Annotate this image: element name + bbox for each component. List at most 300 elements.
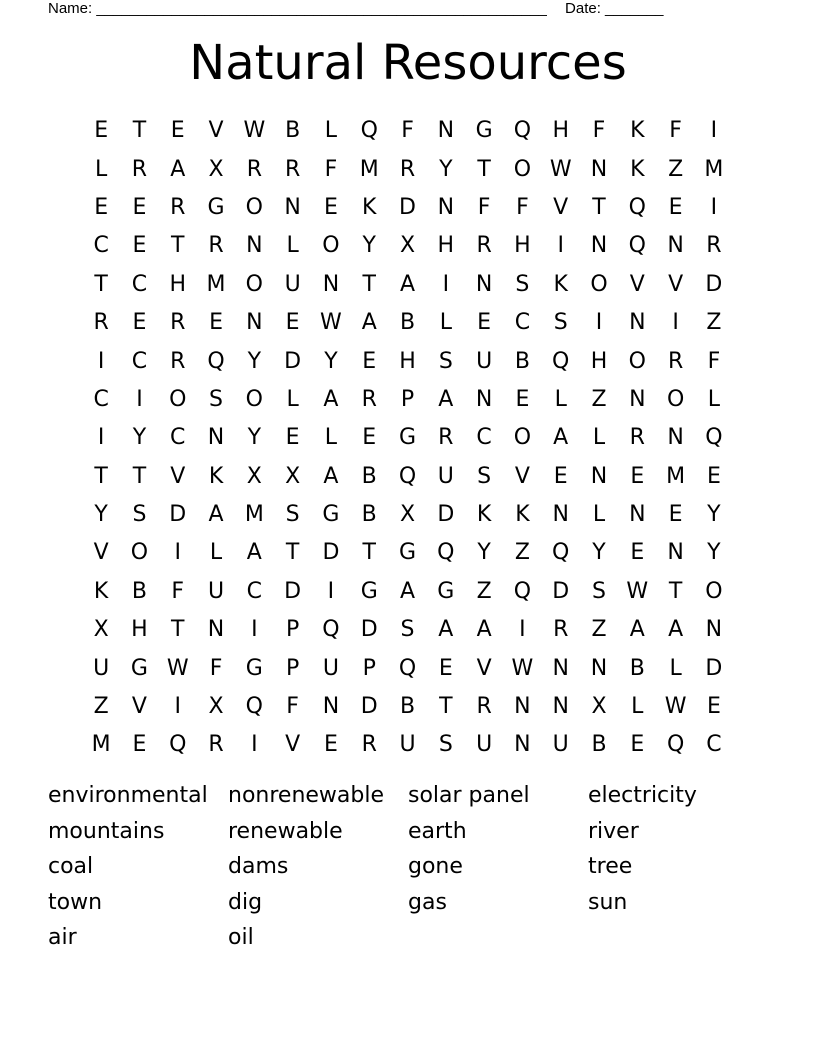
word-list-item: coal xyxy=(48,854,94,880)
grid-letter: Z xyxy=(93,694,109,720)
grid-letter: L xyxy=(592,425,606,451)
grid-letter: V xyxy=(208,118,224,144)
word-list-item: tree xyxy=(588,854,633,880)
grid-letter: N xyxy=(284,194,301,220)
grid-letter: W xyxy=(664,694,687,720)
grid-letter: K xyxy=(515,502,530,528)
grid-letter: U xyxy=(284,271,301,297)
grid-letter: B xyxy=(591,732,607,758)
word-list-item: mountains xyxy=(48,818,165,844)
grid-letter: I xyxy=(710,194,718,220)
grid-letter: D xyxy=(399,194,416,220)
grid-row xyxy=(82,534,733,572)
grid-letter: E xyxy=(668,502,683,528)
grid-letter: R xyxy=(399,156,416,182)
name-field-label: Name: ______________________________________________________ xyxy=(48,0,547,17)
grid-letter: T xyxy=(94,463,108,489)
grid-letter: G xyxy=(398,425,417,451)
grid-row xyxy=(82,611,733,649)
grid-letter: D xyxy=(705,655,723,681)
grid-letter: V xyxy=(131,694,147,720)
grid-letter: D xyxy=(360,617,378,643)
grid-letter: K xyxy=(362,194,377,220)
grid-letter: U xyxy=(476,732,493,758)
grid-letter: A xyxy=(668,617,684,643)
grid-letter: G xyxy=(475,118,493,144)
grid-letter: N xyxy=(629,502,646,528)
grid-letter: U xyxy=(322,655,339,681)
grid-letter: N xyxy=(246,233,263,259)
grid-letter: N xyxy=(437,118,455,144)
grid-letter: D xyxy=(169,502,187,528)
word-list-item: nonrenewable xyxy=(228,783,385,808)
grid-letter: R xyxy=(438,425,454,451)
grid-letter: I xyxy=(710,118,718,144)
grid-letter: A xyxy=(438,386,454,412)
grid-letter: I xyxy=(519,617,526,643)
grid-letter: G xyxy=(360,578,378,604)
grid-letter: Z xyxy=(476,578,492,604)
grid-letter: R xyxy=(361,386,377,412)
grid-letter: E xyxy=(323,194,338,220)
grid-letter: A xyxy=(323,386,339,412)
grid-letter: P xyxy=(400,386,415,412)
grid-letter: G xyxy=(245,655,263,681)
grid-letter: E xyxy=(362,425,377,451)
word-list-item: dams xyxy=(228,854,289,880)
grid-letter: H xyxy=(399,348,416,374)
grid-letter: B xyxy=(399,310,416,336)
grid-letter: L xyxy=(95,156,108,182)
grid-letter: I xyxy=(97,348,105,374)
grid-letter: Y xyxy=(592,540,606,566)
grid-letter: I xyxy=(174,694,181,720)
grid-letter: Y xyxy=(94,502,108,528)
grid-letter: A xyxy=(246,540,262,566)
grid-letter: Q xyxy=(398,463,417,489)
grid-letter: Q xyxy=(628,233,646,259)
grid-letter: Q xyxy=(552,540,570,566)
grid-letter: K xyxy=(476,502,492,528)
grid-letter: N xyxy=(552,502,569,528)
grid-letter: F xyxy=(592,118,606,144)
grid-letter: E xyxy=(477,310,492,336)
grid-letter: N xyxy=(322,271,340,297)
grid-letter: M xyxy=(91,732,111,758)
grid-letter: P xyxy=(362,655,376,681)
grid-letter: Z xyxy=(706,310,722,336)
grid-letter: O xyxy=(705,578,723,604)
grid-letter: I xyxy=(136,386,143,412)
grid-letter: W xyxy=(243,118,266,144)
grid-letter: Q xyxy=(245,694,263,720)
grid-letter: T xyxy=(362,540,376,566)
grid-letter: T xyxy=(171,617,185,643)
grid-row xyxy=(82,227,733,265)
grid-letter: V xyxy=(514,463,530,489)
grid-letter: E xyxy=(323,732,338,758)
grid-row xyxy=(82,573,733,611)
grid-letter: M xyxy=(359,156,379,182)
grid-letter: C xyxy=(131,271,148,297)
grid-row xyxy=(82,150,733,188)
grid-letter: E xyxy=(94,118,109,144)
grid-letter: G xyxy=(207,194,225,220)
grid-letter: X xyxy=(591,694,607,720)
grid-row xyxy=(82,381,733,419)
grid-letter: B xyxy=(629,655,645,681)
grid-letter: F xyxy=(286,694,299,720)
grid-letter: E xyxy=(515,386,530,412)
grid-letter: T xyxy=(171,233,185,259)
grid-letter: Y xyxy=(362,233,376,259)
grid-letter: G xyxy=(130,655,148,681)
grid-letter: W xyxy=(549,156,572,182)
grid-letter: T xyxy=(362,271,376,297)
grid-letter: V xyxy=(476,655,492,681)
grid-letter: Q xyxy=(169,732,187,758)
grid-letter: T xyxy=(94,271,108,297)
grid-letter: I xyxy=(97,425,105,451)
grid-letter: U xyxy=(399,732,416,758)
grid-letter: E xyxy=(438,655,453,681)
grid-letter: S xyxy=(209,386,224,412)
grid-row xyxy=(82,342,733,380)
grid-letter: O xyxy=(666,386,685,412)
date-field-label: Date: _______ xyxy=(565,0,664,17)
grid-letter: L xyxy=(286,386,299,412)
grid-letter: N xyxy=(629,386,646,412)
grid-letter: C xyxy=(170,425,186,451)
grid-letter: X xyxy=(285,463,301,489)
grid-row xyxy=(82,266,733,304)
grid-letter: L xyxy=(554,386,567,412)
grid-letter: C xyxy=(246,578,263,604)
grid-letter: P xyxy=(285,655,300,681)
grid-letter: R xyxy=(93,310,109,336)
grid-letter: Q xyxy=(552,348,570,374)
word-list-item: renewable xyxy=(228,818,343,844)
grid-letter: F xyxy=(669,118,682,144)
grid-letter: U xyxy=(93,655,110,681)
grid-letter: Q xyxy=(207,348,225,374)
grid-letter: C xyxy=(514,310,531,336)
grid-letter: C xyxy=(93,233,109,259)
grid-letter: N xyxy=(667,540,684,566)
grid-letter: M xyxy=(704,156,724,182)
grid-letter: U xyxy=(437,463,454,489)
word-list-item: sun xyxy=(588,889,628,915)
grid-letter: Z xyxy=(591,386,607,412)
grid-letter: R xyxy=(208,233,224,259)
grid-letter: Q xyxy=(437,540,455,566)
grid-letter: Y xyxy=(707,502,721,528)
grid-letter: G xyxy=(398,540,417,566)
grid-letter: I xyxy=(251,732,258,758)
grid-letter: O xyxy=(322,233,340,259)
grid-row xyxy=(82,726,733,764)
grid-letter: N xyxy=(437,194,455,220)
grid-letter: R xyxy=(476,233,492,259)
grid-letter: Q xyxy=(705,425,723,451)
grid-letter: A xyxy=(208,502,224,528)
grid-letter: G xyxy=(322,502,340,528)
grid-letter: M xyxy=(206,271,226,297)
grid-letter: E xyxy=(630,463,645,489)
grid-letter: S xyxy=(285,502,300,528)
grid-letter: I xyxy=(327,578,335,604)
grid-letter: E xyxy=(132,194,147,220)
grid-letter: B xyxy=(285,118,301,144)
grid-letter: V xyxy=(553,194,569,220)
grid-letter: W xyxy=(166,655,189,681)
grid-letter: Y xyxy=(439,156,453,182)
grid-letter: H xyxy=(590,348,608,374)
grid-letter: O xyxy=(590,271,608,297)
grid-letter: W xyxy=(626,578,649,604)
grid-letter: Q xyxy=(398,655,417,681)
grid-letter: D xyxy=(322,540,340,566)
grid-letter: O xyxy=(245,386,263,412)
grid-letter: F xyxy=(477,194,491,220)
grid-letter: N xyxy=(590,233,608,259)
grid-letter: O xyxy=(130,540,149,566)
grid-letter: R xyxy=(706,233,722,259)
grid-letter: Z xyxy=(668,156,684,182)
grid-letter: Z xyxy=(591,617,607,643)
grid-letter: A xyxy=(553,425,569,451)
grid-letter: F xyxy=(516,194,529,220)
grid-letter: A xyxy=(170,156,186,182)
grid-letter: U xyxy=(207,578,225,604)
grid-letter: L xyxy=(592,502,606,528)
grid-letter: N xyxy=(514,694,531,720)
grid-letter: N xyxy=(667,233,684,259)
grid-letter: L xyxy=(631,694,644,720)
grid-letter: N xyxy=(590,655,608,681)
grid-letter: N xyxy=(705,617,723,643)
grid-letter: X xyxy=(399,502,416,528)
grid-letter: N xyxy=(552,655,569,681)
grid-letter: E xyxy=(209,310,223,336)
grid-letter: N xyxy=(629,310,646,336)
grid-letter: Q xyxy=(513,118,532,144)
grid-letter: M xyxy=(666,463,686,489)
grid-letter: Q xyxy=(628,194,646,220)
grid-letter: I xyxy=(595,310,603,336)
grid-letter: E xyxy=(362,348,377,374)
grid-letter: N xyxy=(590,463,608,489)
grid-letter: Y xyxy=(247,348,262,374)
grid-letter: L xyxy=(669,655,682,681)
grid-letter: V xyxy=(170,463,186,489)
grid-letter: N xyxy=(590,156,608,182)
grid-letter: K xyxy=(208,463,224,489)
grid-letter: E xyxy=(132,310,147,336)
grid-letter: L xyxy=(286,233,299,259)
grid-letter: Y xyxy=(247,425,262,451)
grid-letter: I xyxy=(672,310,679,336)
grid-letter: Q xyxy=(666,732,685,758)
grid-letter: N xyxy=(207,425,225,451)
grid-letter: R xyxy=(553,617,569,643)
grid-letter: F xyxy=(324,156,338,182)
grid-row xyxy=(82,112,733,150)
grid-letter: N xyxy=(207,617,225,643)
grid-letter: V xyxy=(668,271,684,297)
grid-letter: K xyxy=(93,578,109,604)
grid-letter: U xyxy=(552,732,569,758)
grid-letter: S xyxy=(438,732,453,758)
grid-letter: A xyxy=(399,578,416,604)
grid-letter: A xyxy=(629,617,645,643)
grid-letter: T xyxy=(132,118,147,144)
grid-letter: F xyxy=(171,578,185,604)
grid-row xyxy=(82,649,733,687)
grid-letter: N xyxy=(667,425,684,451)
grid-letter: R xyxy=(170,310,186,336)
grid-letter: I xyxy=(557,233,564,259)
grid-letter: R xyxy=(170,194,186,220)
grid-letter: R xyxy=(629,425,645,451)
grid-letter: O xyxy=(513,156,532,182)
grid-letter: A xyxy=(399,271,416,297)
grid-letter: R xyxy=(170,348,186,374)
grid-letter: U xyxy=(476,348,493,374)
grid-letter: Y xyxy=(132,425,147,451)
grid-letter: E xyxy=(170,118,185,144)
word-list xyxy=(48,780,768,958)
grid-letter: N xyxy=(322,694,340,720)
grid-letter: N xyxy=(475,271,493,297)
grid-letter: L xyxy=(324,118,338,144)
grid-letter: X xyxy=(246,463,262,489)
grid-letter: E xyxy=(706,694,721,720)
grid-row xyxy=(82,496,733,534)
word-list-item: solar panel xyxy=(408,783,530,808)
grid-letter: I xyxy=(442,271,450,297)
grid-letter: B xyxy=(399,694,416,720)
grid-letter: M xyxy=(244,502,264,528)
header-fields xyxy=(48,0,663,18)
grid-letter: O xyxy=(245,271,263,297)
grid-letter: Q xyxy=(360,118,378,144)
grid-row xyxy=(82,419,733,457)
grid-letter: H xyxy=(437,233,455,259)
grid-letter: O xyxy=(169,386,187,412)
grid-letter: G xyxy=(437,578,455,604)
grid-letter: V xyxy=(629,271,645,297)
grid-letter: H xyxy=(169,271,187,297)
grid-row xyxy=(82,189,733,227)
grid-letter: E xyxy=(285,425,300,451)
word-search-grid xyxy=(82,112,733,765)
word-list-item: river xyxy=(588,818,639,844)
grid-letter: I xyxy=(251,617,258,643)
grid-letter: C xyxy=(93,386,109,412)
grid-letter: Q xyxy=(322,617,340,643)
grid-letter: S xyxy=(400,617,415,643)
grid-letter: X xyxy=(208,694,224,720)
grid-letter: B xyxy=(361,502,377,528)
word-list-item: earth xyxy=(408,818,467,844)
grid-letter: D xyxy=(552,578,570,604)
grid-letter: X xyxy=(399,233,416,259)
grid-letter: T xyxy=(439,694,453,720)
grid-letter: Y xyxy=(477,540,491,566)
grid-letter: L xyxy=(209,540,223,566)
grid-letter: B xyxy=(361,463,377,489)
grid-row xyxy=(82,304,733,342)
grid-letter: D xyxy=(284,348,302,374)
word-list-item: gone xyxy=(408,854,463,880)
grid-letter: N xyxy=(246,310,263,336)
grid-letter: S xyxy=(477,463,492,489)
grid-letter: O xyxy=(513,425,532,451)
grid-letter: V xyxy=(93,540,109,566)
grid-letter: S xyxy=(438,348,453,374)
grid-letter: R xyxy=(131,156,148,182)
grid-letter: S xyxy=(132,502,147,528)
grid-letter: R xyxy=(361,732,377,758)
word-list-item: oil xyxy=(228,925,254,951)
grid-letter: F xyxy=(707,348,721,374)
grid-letter: E xyxy=(132,233,147,259)
grid-row xyxy=(82,688,733,726)
grid-letter: O xyxy=(628,348,646,374)
grid-letter: E xyxy=(630,540,645,566)
grid-letter: D xyxy=(360,694,378,720)
grid-letter: F xyxy=(401,118,414,144)
grid-letter: Y xyxy=(324,348,338,374)
grid-letter: V xyxy=(285,732,301,758)
grid-letter: D xyxy=(284,578,302,604)
grid-letter: T xyxy=(132,463,147,489)
grid-letter: X xyxy=(93,617,109,643)
grid-letter: K xyxy=(630,156,645,182)
grid-letter: R xyxy=(284,156,301,182)
grid-letter: W xyxy=(320,310,342,336)
word-list-item: town xyxy=(48,889,103,915)
grid-letter: E xyxy=(668,194,683,220)
grid-letter: R xyxy=(667,348,684,374)
grid-letter: N xyxy=(514,732,531,758)
grid-letter: W xyxy=(511,655,534,681)
grid-letter: E xyxy=(132,732,147,758)
word-list-item: electricity xyxy=(588,783,697,808)
word-list-item: dig xyxy=(228,889,263,915)
grid-letter: K xyxy=(630,118,645,144)
grid-row xyxy=(82,458,733,496)
grid-letter: H xyxy=(514,233,531,259)
grid-letter: D xyxy=(705,271,723,297)
grid-letter: N xyxy=(552,694,569,720)
grid-letter: C xyxy=(706,732,722,758)
grid-letter: C xyxy=(131,348,148,374)
word-list-item: environmental xyxy=(48,783,208,808)
grid-letter: R xyxy=(208,732,224,758)
grid-letter: O xyxy=(245,194,263,220)
grid-letter: K xyxy=(553,271,568,297)
grid-letter: E xyxy=(94,194,109,220)
grid-letter: Q xyxy=(513,578,532,604)
word-list-item: gas xyxy=(408,889,447,915)
grid-letter: L xyxy=(707,386,721,412)
grid-letter: T xyxy=(592,194,606,220)
grid-letter: L xyxy=(439,310,452,336)
grid-letter: T xyxy=(477,156,491,182)
grid-letter: E xyxy=(285,310,300,336)
